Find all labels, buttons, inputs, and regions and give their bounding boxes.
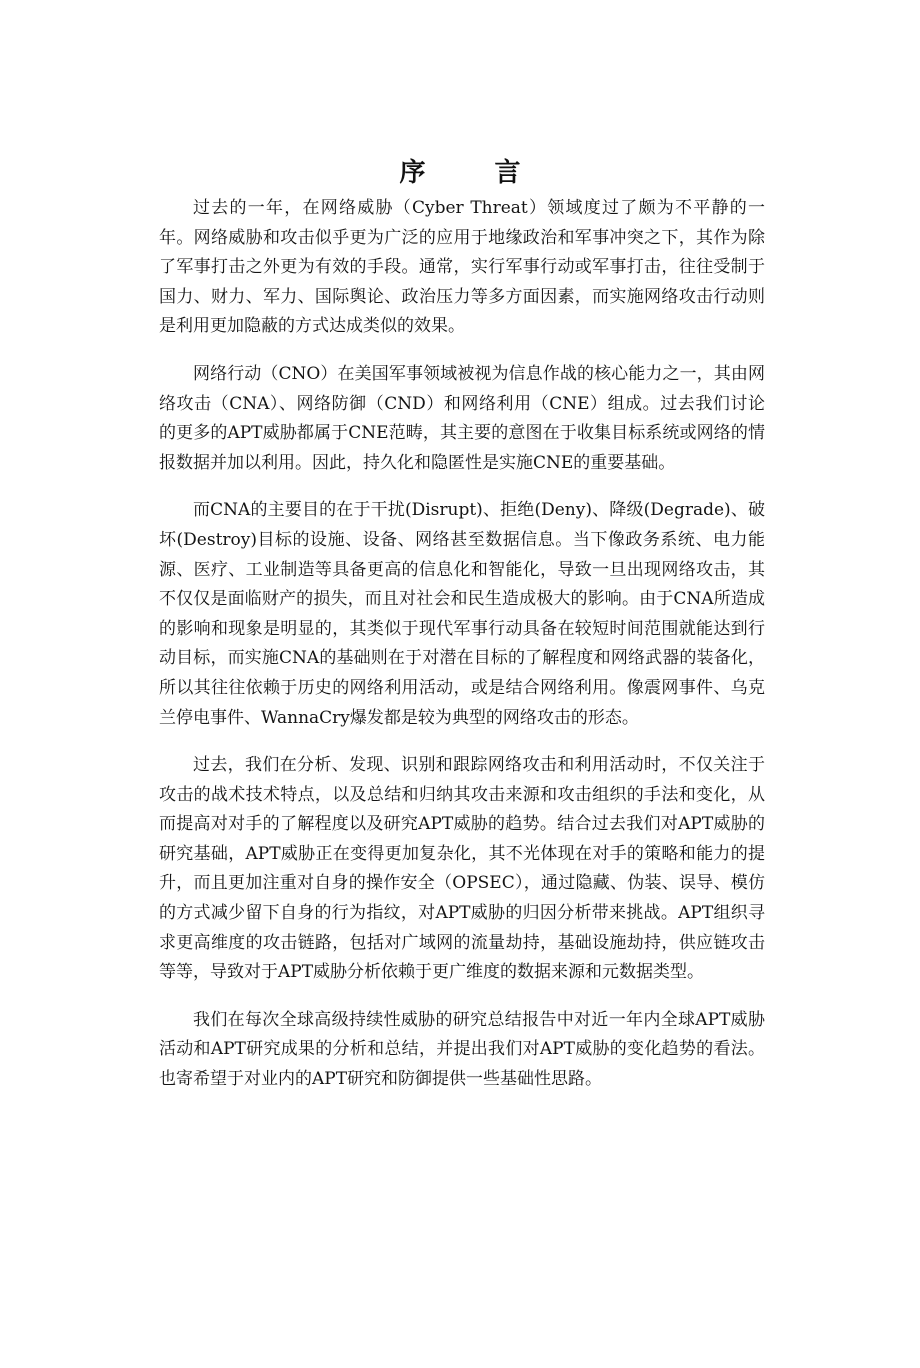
paragraph-1: 过去的一年，在网络威胁（Cyber Threat）领域度过了颇为不平静的一年。网络威胁和攻击似乎更为广泛的应用于地缘政治和军事冲突之下，其作为除了军事打击之外更为有效的手段。通常，实行军事行动或军事打击，往往受制于国力、财力、军力、国际舆论、政治压力等多方面因素，而实施网络攻击行动则是利用更加隐蔽的方式达成类似的效果。: [159, 198, 765, 337]
paragraph-3: 而CNA的主要目的在于干扰(Disrupt)、拒绝(Deny)、降级(Degrade)、破坏(Destroy)目标的设施、设备、网络甚至数据信息。当下像政务系统、电力能源、医疗、工业制造等具备更高的信息化和智能化，导致一旦出现网络攻击，其不仅仅是面临财产的损失，而且对社会和民生造成极大的影响。由于CNA所造成的影响和现象是明显的，其类似于现代军事行动具备在较短时间范围就能达到行动目标，而实施CNA的基础则在于对潜在目标的了解程度和网络武器的装备化，所以其往往依赖于历史的网络利用活动，或是结合网络利用。像震网事件、乌克兰停电事件、WannaCry爆发都是较为典型的网络攻击的形态。: [159, 500, 765, 728]
preface-body: [159, 194, 765, 1113]
paragraph-4: 过去，我们在分析、发现、识别和跟踪网络攻击和利用活动时，不仅关注于攻击的战术技术特点，以及总结和归纳其攻击来源和攻击组织的手法和变化，从而提高对对手的了解程度以及研究APT威胁的趋势。结合过去我们对APT威胁的研究基础，APT威胁正在变得更加复杂化，其不光体现在对手的策略和能力的提升，而且更加注重对自身的操作安全（OPSEC），通过隐藏、伪装、误导、模仿的方式减少留下自身的行为指纹，对APT威胁的归因分析带来挑战。APT组织寻求更高维度的攻击链路，包括对广域网的流量劫持，基础设施劫持，供应链攻击等等，导致对于APT威胁分析依赖于更广维度的数据来源和元数据类型。: [159, 755, 765, 983]
paragraph-5: 我们在每次全球高级持续性威胁的研究总结报告中对近一年内全球APT威胁活动和APT研究成果的分析和总结，并提出我们对APT威胁的变化趋势的看法。也寄希望于对业内的APT研究和防御提供一些基础性思路。: [159, 1009, 765, 1090]
page-title: 序 言: [399, 158, 551, 189]
paragraph-2: 网络行动（CNO）在美国军事领域被视为信息作战的核心能力之一，其由网络攻击（CNA）、网络防御（CND）和网络利用（CNE）组成。过去我们讨论的更多的APT威胁都属于CNE范畴，其主要的意图在于收集目标系统或网络的情报数据并加以利用。因此，持久化和隐匿性是实施CNE的重要基础。: [159, 363, 765, 473]
